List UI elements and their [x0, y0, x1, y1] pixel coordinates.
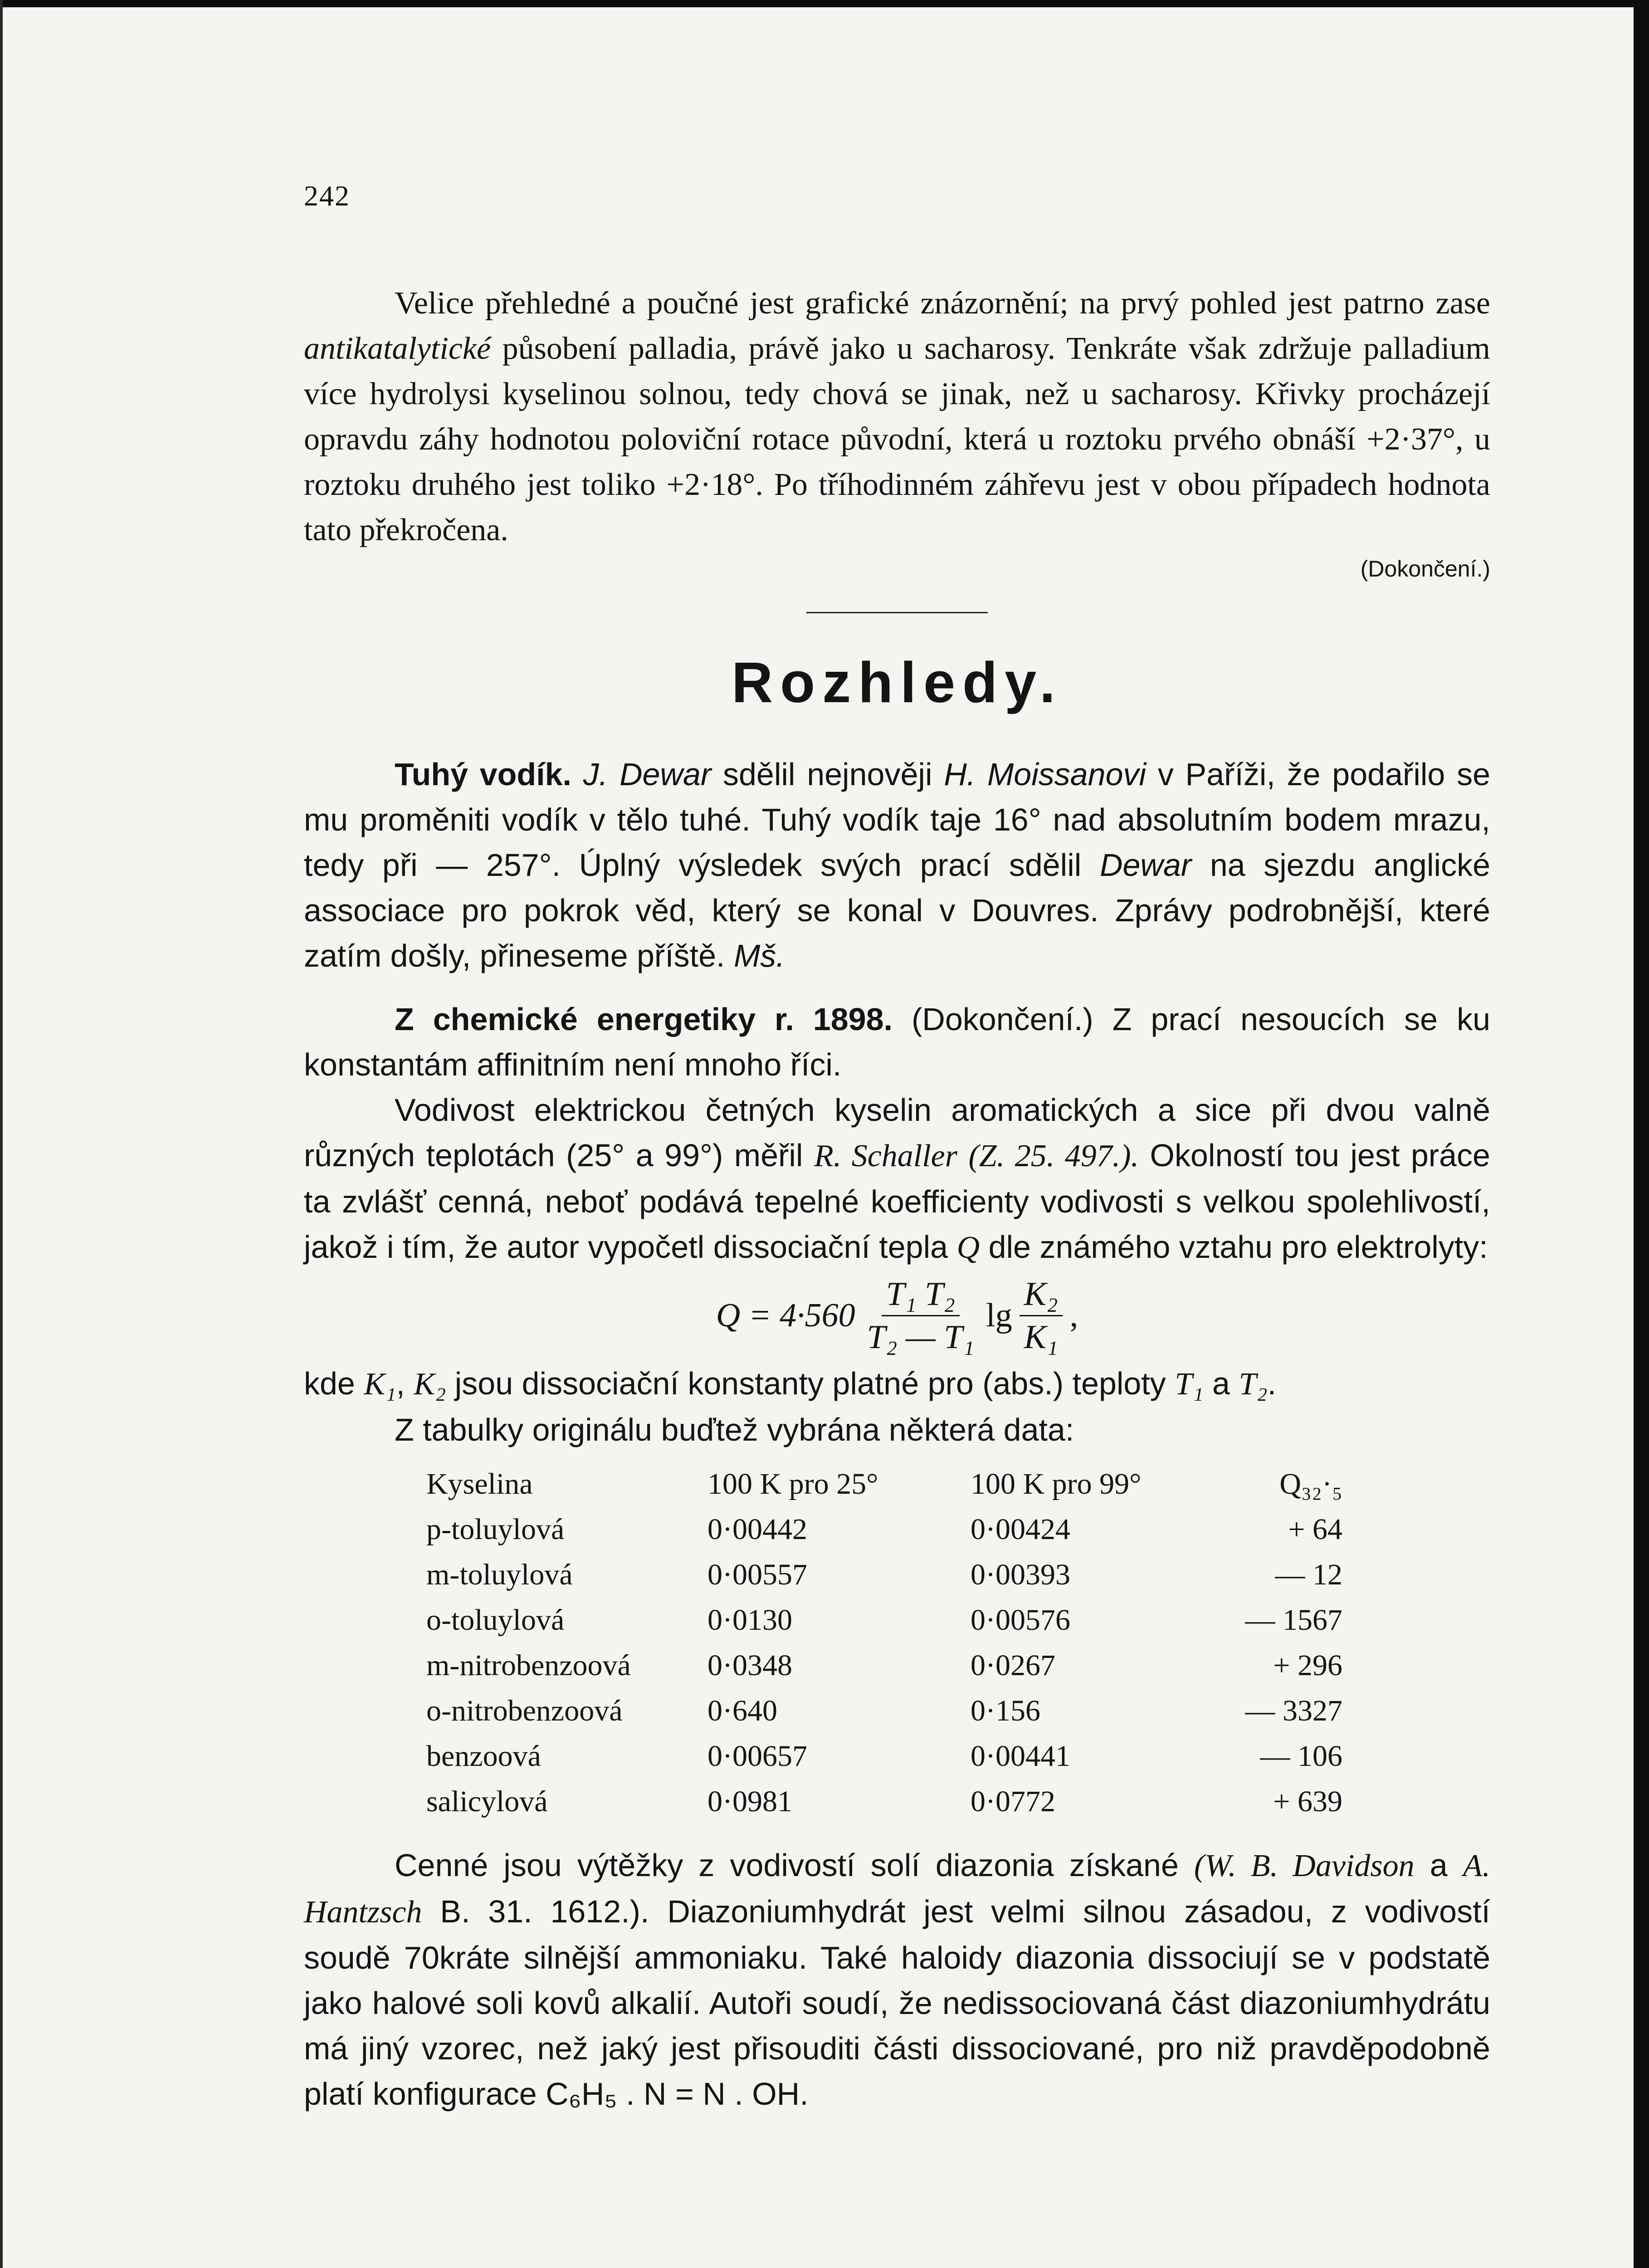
- formula-lhs: Q = 4·560: [716, 1297, 855, 1334]
- table-cell-k25: 0·0981: [707, 1785, 792, 1818]
- intro-paragraph: [304, 281, 1490, 553]
- article2-p2-b: Okolností tou jest práce ta zvlášť cenná, neboť podává tepelné koefficienty vodivosti s velkou spolehlivostí, jakož i tím, že autor vypočetl dissociační tepla: [304, 1138, 1490, 1265]
- article2-q: Q: [956, 1230, 980, 1265]
- article2-continued: (Dokončení.): [911, 1002, 1093, 1037]
- formula-frac2-numerator: K₂: [1020, 1275, 1063, 1316]
- closing-c: Diazoniumhydrát jest velmi silnou zásadou, z vodivostí soudě 70kráte silnější ammoniaku. Také haloidy diazonia dissociují se v podstatě jako halové soli kovů alkalií. Autoři soudí, že nedissociovaná část diazoniumhydrátu má jiný vzorec, než jaký jest přisouditi části dissociované, pro niž pravděpodobně platí konfigurace C₆H₅ . N = N . OH.: [304, 1894, 1490, 2112]
- table-cell-acid: o-toluylová: [426, 1603, 565, 1637]
- table-cell-k99: 0·00576: [971, 1603, 1070, 1637]
- where-d: a: [1212, 1366, 1230, 1401]
- closing-b: a: [1429, 1848, 1448, 1883]
- table-cell-q: + 639: [1273, 1785, 1342, 1818]
- where-a: kde: [304, 1366, 355, 1401]
- table-row: [426, 1643, 1342, 1688]
- table-cell-k99: 0·0772: [971, 1785, 1055, 1818]
- article1-t1: J.: [583, 757, 608, 792]
- article2-p2-a: Vodivost elektrickou četných kyselin aromatických a sice při dvou valně různých teplotách (25° a 99°) měřil: [304, 1092, 1490, 1173]
- closing-author1: (W. B. Davidson: [1194, 1848, 1415, 1883]
- scan-edge-top: [0, 0, 1649, 7]
- article2-p2-c: dle známého vztahu pro elektrolyty:: [988, 1229, 1488, 1265]
- table-row: [426, 1779, 1342, 1824]
- table-row: [426, 1688, 1342, 1734]
- article1-name3: Dewar: [1099, 847, 1192, 883]
- table-cell-k99: 0·0267: [971, 1649, 1055, 1682]
- where-t2: T₂: [1239, 1367, 1268, 1402]
- article1-name1: Dewar: [619, 757, 712, 792]
- table-cell-k25: 0·00442: [707, 1513, 807, 1546]
- closing-ref: B. 31. 1612.).: [440, 1894, 649, 1929]
- section-title: Rozhledy.: [732, 650, 1063, 714]
- article2-ref: (Z. 25. 497.).: [968, 1139, 1139, 1173]
- article2-title: Z chemické energetiky r. 1898.: [395, 1002, 893, 1037]
- formula-frac1-denominator: T₂ — T₁: [867, 1319, 975, 1356]
- section-divider: [806, 612, 988, 613]
- article1-title: Tuhý vodík.: [395, 757, 572, 792]
- page-content: [304, 179, 1490, 2116]
- table-header-row: [426, 1461, 1342, 1507]
- article1-paragraph: [304, 752, 1490, 978]
- table-cell-acid: m-toluylová: [426, 1558, 573, 1591]
- table-header-k25: 100 K pro 25°: [707, 1467, 878, 1501]
- where-c: jsou dissociační konstanty platné pro (abs.) teploty: [454, 1366, 1166, 1401]
- table-intro: Z tabulky originálu buďtež vybrána některá data:: [395, 1412, 1074, 1447]
- article1-name2: H. Moissanovi: [944, 757, 1146, 792]
- closing-author2: A. Hantzsch: [304, 1848, 1491, 1930]
- where-t1: T₁: [1175, 1367, 1204, 1402]
- intro-text-b: působení palladia, právě jako u sacharosy. Tenkráte však zdržuje palladium více hydrolysi kyselinou solnou, tedy chová se jinak, než u sacharosy. Křivky procházejí opravdu záhy hodnotou poloviční rotace původní, která u roztoku prvého obnáší +2·37°, u roztoku druhého jest toliko +2·18°. Po tříhodinném záhřevu jest v obou případech hodnota tato překročena.: [304, 331, 1490, 547]
- intro-text-a: Velice přehledné a poučné jest grafické znázornění; na prvý pohled jest patrno zase: [395, 286, 1490, 321]
- table-row: [426, 1507, 1342, 1552]
- table-cell-acid: salicylová: [426, 1785, 548, 1818]
- article2-paragraph2: [304, 1087, 1490, 1271]
- table-cell-k99: 0·156: [971, 1694, 1040, 1727]
- formula-explanation: [304, 1361, 1490, 1407]
- article1-t2: sdělil nejnověji: [722, 757, 932, 792]
- table-cell-k99: 0·00424: [971, 1513, 1070, 1546]
- table-cell-k99: 0·00393: [971, 1558, 1070, 1591]
- article2-paragraph1: [304, 997, 1490, 1087]
- table-row: [426, 1552, 1342, 1598]
- article2-author: R. Schaller: [814, 1139, 957, 1173]
- formula-tail: ,: [1069, 1297, 1078, 1334]
- formula-fraction-constants: [1020, 1275, 1063, 1356]
- table-cell-acid: m-nitrobenzoová: [426, 1649, 631, 1682]
- article1-signature: Mš.: [733, 938, 785, 973]
- table-cell-k25: 0·00557: [707, 1558, 807, 1591]
- table-cell-q: + 64: [1288, 1513, 1342, 1546]
- table-cell-q: — 3327: [1245, 1694, 1342, 1727]
- closing-paragraph: [304, 1843, 1490, 2116]
- article1-t3: v Paříži, že podařilo se mu proměniti vodík v tělo tuhé. Tuhý vodík taje 16° nad absolutním bodem mrazu, tedy při — 257°. Úplný výsledek svých prací sdělil: [304, 757, 1491, 883]
- table-cell-acid: o-nitrobenzoová: [426, 1694, 623, 1727]
- formula-frac1-numerator: T₁ T₂: [882, 1275, 960, 1316]
- table-row: [426, 1734, 1342, 1779]
- table-cell-k25: 0·0130: [707, 1603, 792, 1637]
- table-cell-k25: 0·00657: [707, 1740, 807, 1773]
- intro-italic: antikatalytické: [304, 331, 491, 366]
- intro-continued: (Dokončení.): [1360, 556, 1490, 582]
- table-cell-q: + 296: [1273, 1649, 1342, 1682]
- article2-p1: Z prací nesoucích se ku konstantám affinitním není mnoho říci.: [304, 1002, 1491, 1082]
- table-cell-q: — 106: [1260, 1740, 1342, 1773]
- table-cell-k25: 0·0348: [707, 1649, 792, 1682]
- dissociation-heat-formula: [304, 1275, 1490, 1356]
- formula-fraction-temperature: [863, 1275, 979, 1356]
- table-cell-q: — 1567: [1245, 1603, 1342, 1637]
- where-k1: K₁: [364, 1367, 396, 1402]
- closing-a: Cenné jsou výtěžky z vodivostí solí diazonia získané: [395, 1848, 1179, 1883]
- conductivity-table: [426, 1461, 1342, 1824]
- scan-edge-right: [1634, 0, 1649, 2268]
- formula-lg: lg: [986, 1297, 1012, 1334]
- table-header-q: Q₃₂·₅: [1279, 1467, 1342, 1501]
- where-b: ,: [396, 1366, 405, 1401]
- table-cell-q: — 12: [1275, 1558, 1342, 1591]
- scan-edge-left: [0, 0, 3, 2268]
- table-cell-acid: p-toluylová: [426, 1513, 565, 1546]
- where-e: .: [1267, 1366, 1277, 1401]
- where-k2: K₂: [414, 1367, 446, 1402]
- table-cell-k99: 0·00441: [971, 1740, 1070, 1773]
- table-row: [426, 1598, 1342, 1643]
- formula-frac2-denominator: K₁: [1024, 1319, 1058, 1356]
- table-header-acid: Kyselina: [426, 1467, 533, 1501]
- article1-t4: na sjezdu anglické associace pro pokrok věd, který se konal v Douvres. Zprávy podrobnější, které zatím došly, přineseme příště.: [304, 847, 1491, 973]
- table-cell-k25: 0·640: [707, 1694, 777, 1727]
- table-cell-acid: benzoová: [426, 1740, 541, 1773]
- page-number: 242: [304, 180, 350, 212]
- table-header-k99: 100 K pro 99°: [971, 1467, 1142, 1501]
